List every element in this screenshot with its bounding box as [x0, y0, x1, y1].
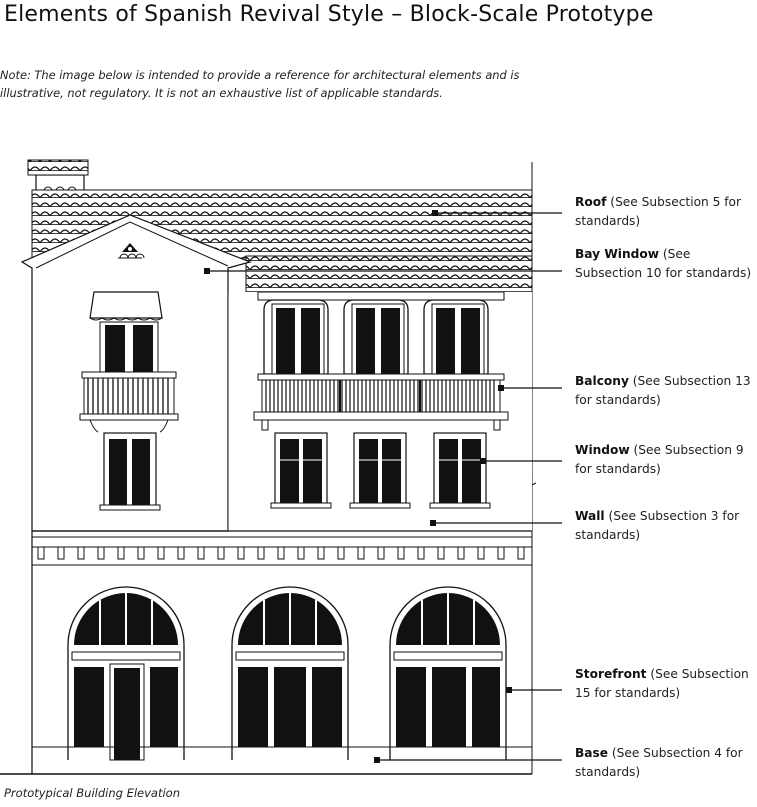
storefront-right: [390, 587, 506, 760]
upper-windows: [271, 433, 490, 508]
bay-window-group: [254, 292, 508, 430]
awning-window: [90, 292, 162, 382]
figure-caption: Prototypical Building Elevation: [4, 786, 180, 800]
callout-storefront: Storefront (See Subsection 15 for standards): [575, 667, 749, 700]
callout-balcony: Balcony (See Subsection 13 for standards): [575, 374, 751, 407]
callout-roof: Roof (See Subsection 5 for standards): [575, 195, 742, 228]
callout-window: Window (See Subsection 9 for standards): [575, 443, 744, 476]
page-title: Elements of Spanish Revival Style – Block-Scale Prototype: [4, 2, 654, 27]
left-window: [100, 433, 160, 510]
storefront-center: [232, 587, 348, 760]
callout-bay-window: Bay Window (See Subsection 10 for standards): [575, 247, 752, 280]
callout-base: Base (See Subsection 4 for standards): [575, 746, 743, 779]
callout-wall: Wall (See Subsection 3 for standards): [575, 509, 740, 542]
disclaimer-note: Note: The image below is intended to provide a reference for architectural elements and is illustrative, not regulatory. It is not an exhaustive list of applicable standards.: [0, 68, 520, 100]
storefront-left: [68, 587, 184, 760]
